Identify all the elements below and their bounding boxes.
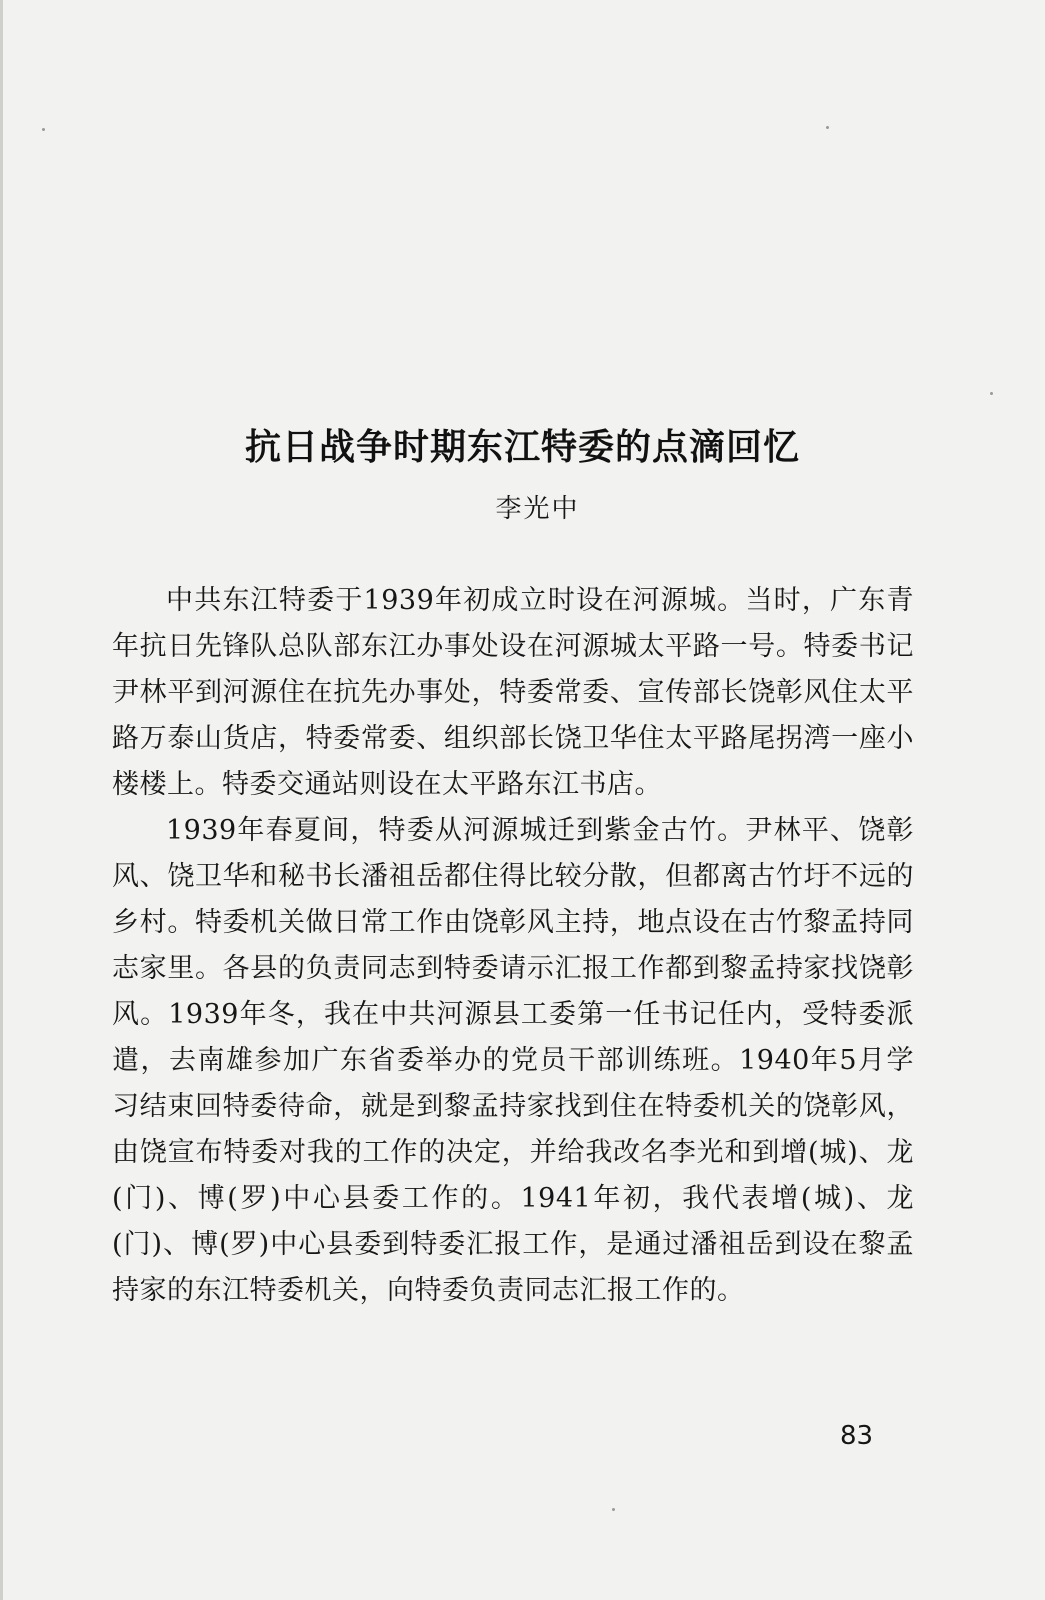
print-speck [990,392,993,395]
page-number: 83 [840,1421,874,1451]
page-edge-shadow [0,0,3,1600]
print-speck [42,128,45,131]
article-body [112,578,914,1314]
article-paragraph: 中共东江特委于1939年初成立时设在河源城。当时，广东青年抗日先锋队总队部东江办事处设在河源城太平路一号。特委书记尹林平到河源住在抗先办事处，特委常委、宣传部长饶彰风住太平路万泰山货店，特委常委、组织部长饶卫华住太平路尾拐湾一座小楼楼上。特委交通站则设在太平路东江书店。 [112,585,914,800]
print-speck [612,1508,615,1511]
print-speck [826,126,829,129]
article-author: 李光中 [495,494,580,524]
article-paragraph: 1939年春夏间，特委从河源城迁到紫金古竹。尹林平、饶彰风、饶卫华和秘书长潘祖岳都住得比较分散，但都离古竹圩不远的乡村。特委机关做日常工作由饶彰风主持，地点设在古竹黎孟持同志家里。各县的负责同志到特委请示汇报工作都到黎孟持家找饶彰风。1939年冬，我在中共河源县工委第一任书记任内，受特委派遣，去南雄参加广东省委举办的党员干部训练班。1940年5月学习结束回特委待命，就是到黎孟持家找到住在特委机关的饶彰风，由饶宣布特委对我的工作的决定，并给我改名李光和到增(城)、龙(门)、博(罗)中心县委工作的。1941年初，我代表增(城)、龙(门)、博(罗)中心县委到特委汇报工作，是通过潘祖岳到设在黎孟持家的东江特委机关，向特委负责同志汇报工作的。 [112,815,914,1306]
article-title: 抗日战争时期东江特委的点滴回忆 [244,427,800,468]
